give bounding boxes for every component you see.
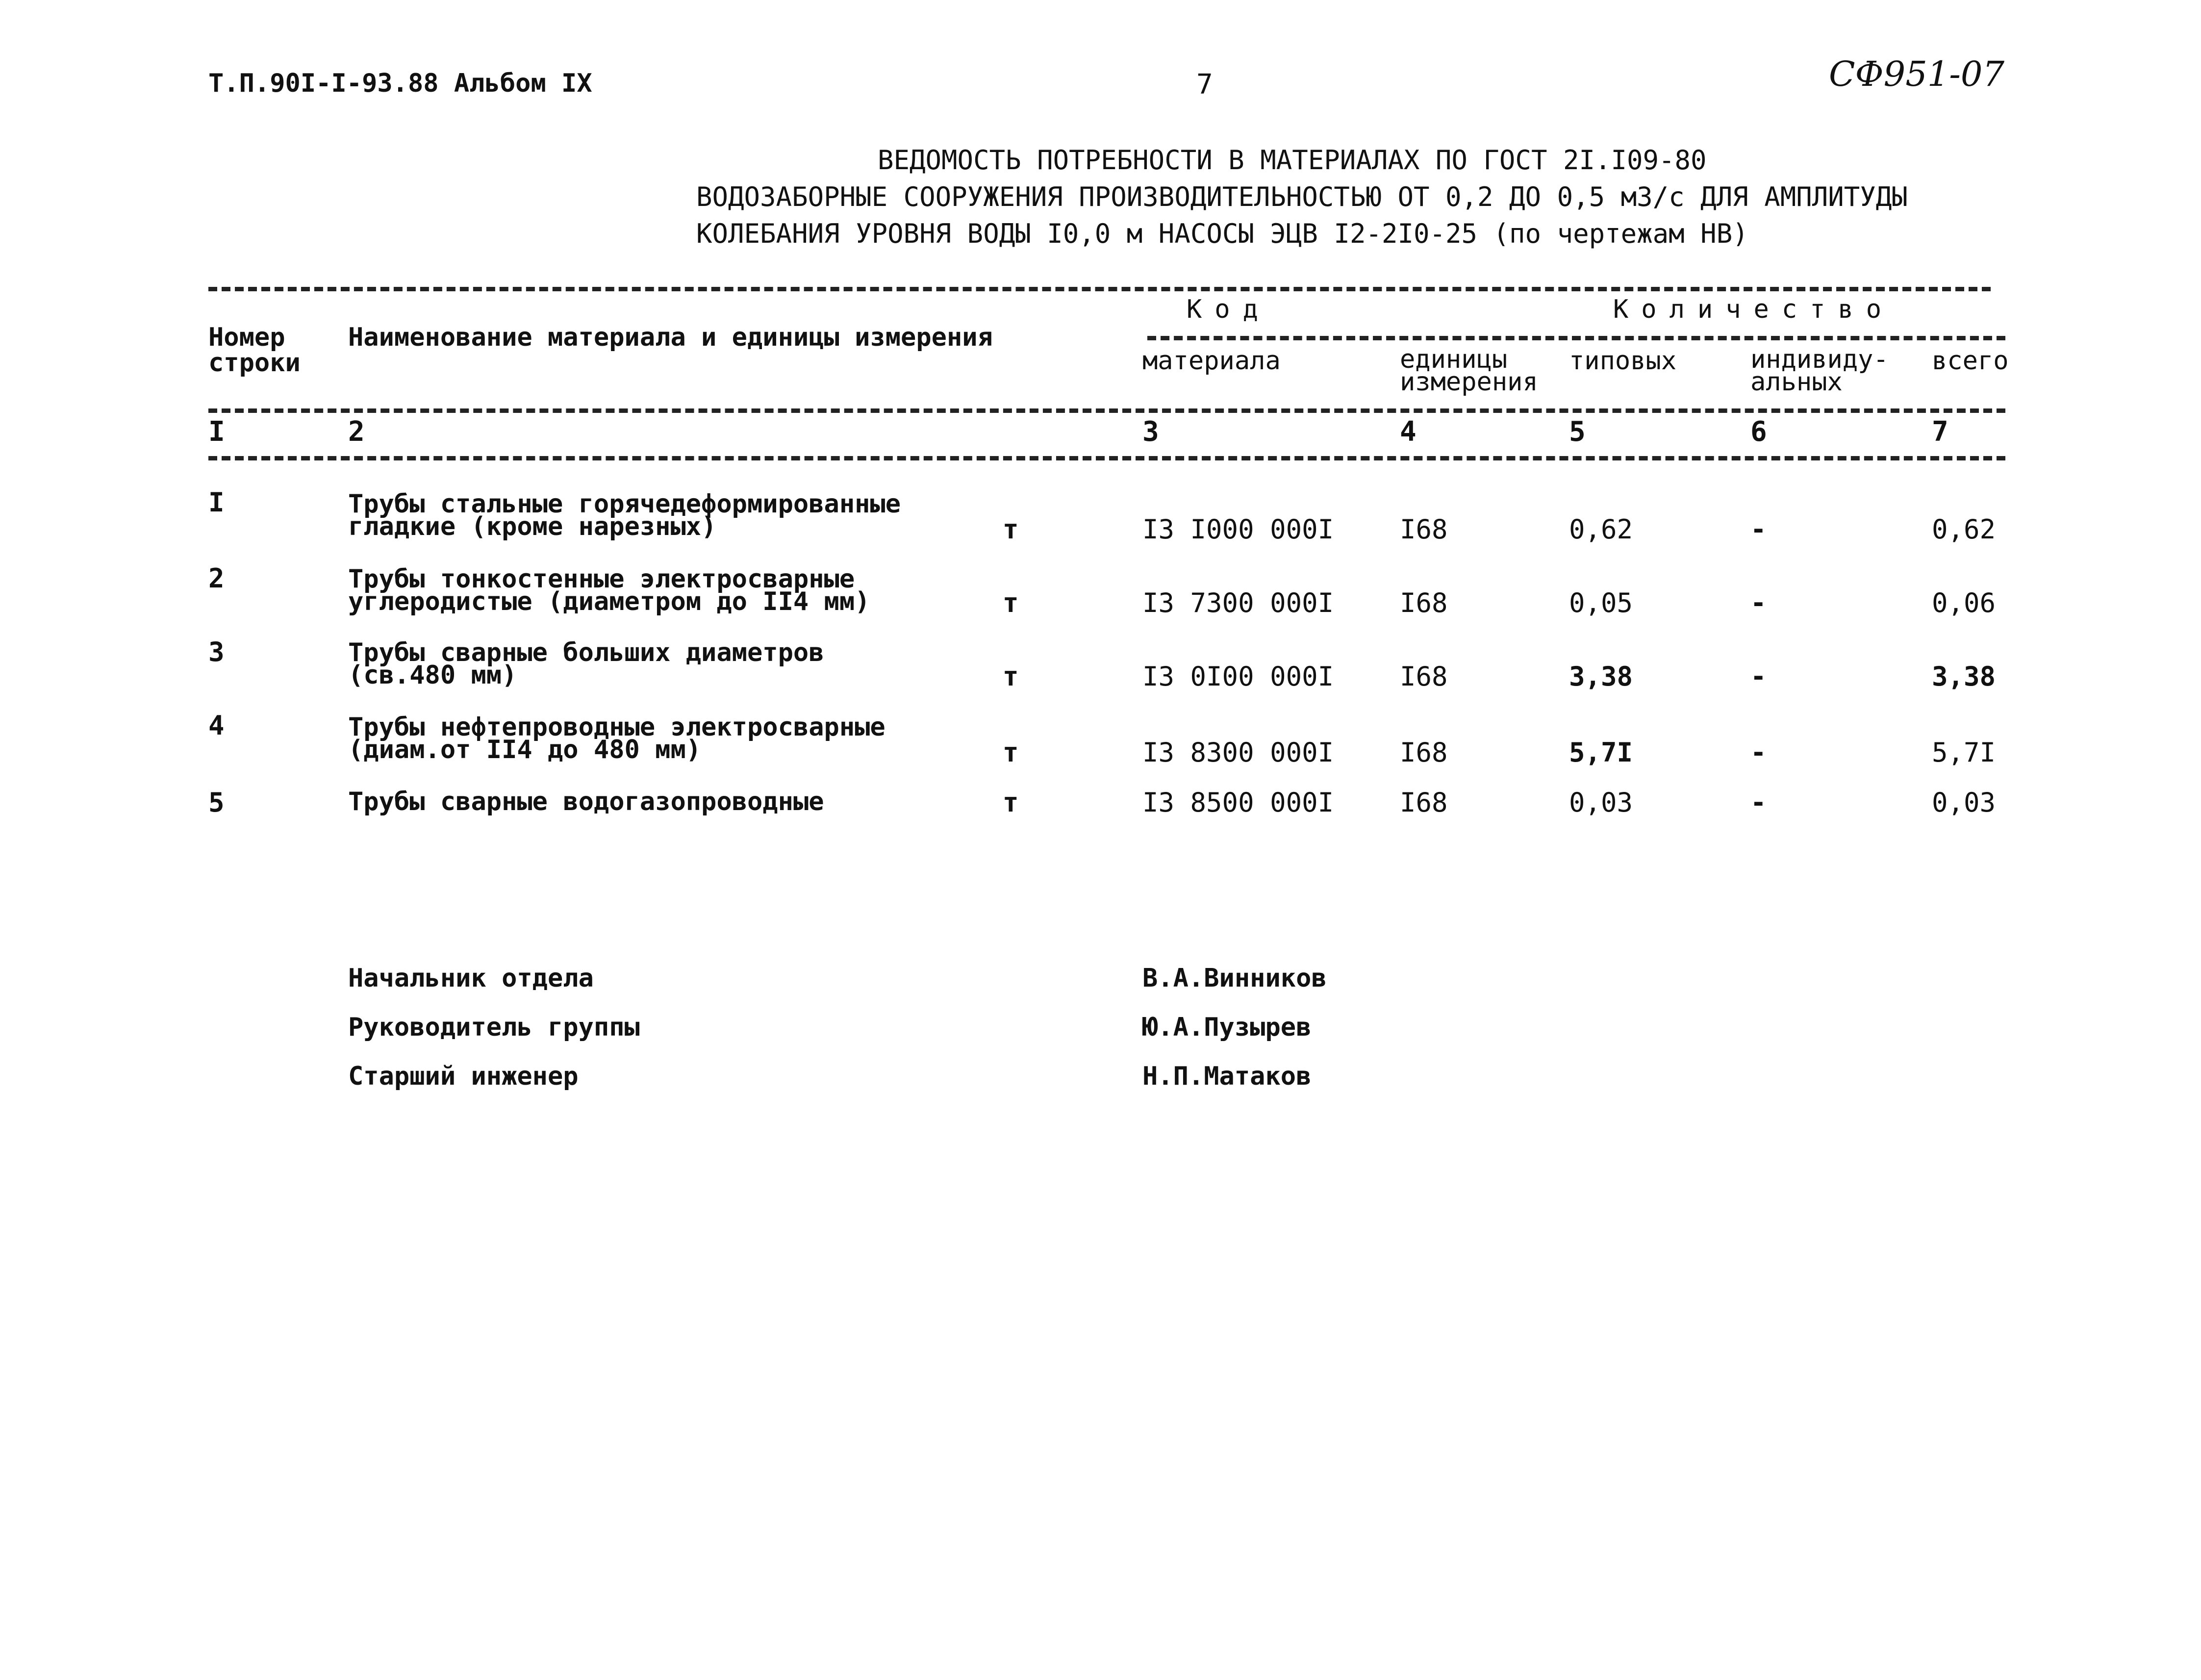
signature-role-department-head: Начальник отдела <box>348 964 594 993</box>
group-header-rule <box>1147 336 2005 340</box>
document-title-line-3: КОЛЕБАНИЯ УРОВНЯ ВОДЫ І0,0 м НАСОСЫ ЭЦВ І2-2І0-25 (по чертежам НВ) <box>696 218 1748 249</box>
column-number-5: 5 <box>1569 416 1586 448</box>
table-row-5-individual: - <box>1750 787 1767 818</box>
table-row-4-total: 5,7І <box>1932 737 1996 768</box>
signature-name-senior-engineer: Н.П.Матаков <box>1142 1062 1312 1091</box>
table-row-3-typical: 3,38 <box>1569 661 1633 692</box>
column-number-1: І <box>208 416 225 448</box>
document-title-line-2: ВОДОЗАБОРНЫЕ СООРУЖЕНИЯ ПРОИЗВОДИТЕЛЬНОСТЬЮ ОТ 0,2 ДО 0,5 м3/с ДЛЯ АМПЛИТУДЫ <box>696 181 1908 212</box>
column-number-7: 7 <box>1932 416 1948 448</box>
table-row-5-unit-code: І68 <box>1400 787 1448 818</box>
table-row-4-code: І3 8300 000І <box>1142 737 1334 768</box>
signature-role-group-lead: Руководитель группы <box>348 1013 640 1042</box>
table-row-2-unit-symbol: т <box>1003 587 1019 618</box>
table-row-1-number: І <box>208 487 225 518</box>
table-row-1-code: І3 І000 000І <box>1142 514 1334 545</box>
document-reference: Т.П.90І-І-93.88 Альбом IX <box>208 69 592 98</box>
table-row-3-unit-symbol: т <box>1003 661 1019 692</box>
table-row-2-code: І3 7300 000І <box>1142 587 1334 618</box>
header-quantity-group: Количество <box>1613 295 1895 324</box>
table-row-1-total: 0,62 <box>1932 514 1996 545</box>
table-row-1-typical: 0,62 <box>1569 514 1633 545</box>
header-code-group: Код <box>1187 295 1271 324</box>
table-row-5-code: І3 8500 000І <box>1142 787 1334 818</box>
handwritten-stamp: СФ951-07 <box>1829 54 2004 94</box>
table-row-4-typical: 5,7І <box>1569 737 1633 768</box>
signature-role-senior-engineer: Старший инженер <box>348 1062 579 1091</box>
table-row-3-name: Трубы сварные больших диаметров (св.480 мм) <box>348 638 824 690</box>
header-typical: типовых <box>1569 346 1677 376</box>
table-row-2-name: Трубы тонкостенные электросварные углеродистые (диаметром до ІІ4 мм) <box>348 564 870 616</box>
table-row-3-number: 3 <box>208 636 225 667</box>
table-row-4-unit-code: І68 <box>1400 737 1448 768</box>
table-row-5-typical: 0,03 <box>1569 787 1633 818</box>
header-unit-code: единицы измерения <box>1400 345 1538 397</box>
column-number-6: 6 <box>1750 416 1767 448</box>
table-row-2-typical: 0,05 <box>1569 587 1633 618</box>
document-title-line-1: ВЕДОМОСТЬ ПОТРЕБНОСТИ В МАТЕРИАЛАХ ПО ГОСТ 2І.І09-80 <box>878 145 1707 176</box>
table-row-4-unit-symbol: т <box>1003 737 1019 768</box>
table-row-2-individual: - <box>1750 587 1767 618</box>
table-row-2-number: 2 <box>208 563 225 594</box>
header-total: всего <box>1932 346 2009 376</box>
table-row-1-unit-code: І68 <box>1400 514 1448 545</box>
table-row-4-number: 4 <box>208 710 225 741</box>
signature-name-department-head: В.А.Винников <box>1142 964 1327 993</box>
table-row-1-name: Трубы стальные горячедеформированные гладкие (кроме нарезных) <box>348 489 901 541</box>
table-row-3-total: 3,38 <box>1932 661 1996 692</box>
table-row-5-total: 0,03 <box>1932 787 1996 818</box>
header-bottom-rule <box>208 408 2005 413</box>
header-row-number: Номер строки <box>208 323 301 378</box>
table-row-4-name: Трубы нефтепроводные электросварные (диам.от ІІ4 до 480 мм) <box>348 713 885 764</box>
header-material-name: Наименование материала и единицы измерения <box>348 323 993 352</box>
table-row-1-unit-symbol: т <box>1003 514 1019 545</box>
header-material-code: материала <box>1142 346 1281 376</box>
column-numbers-rule <box>208 456 2005 460</box>
table-row-3-unit-code: І68 <box>1400 661 1448 692</box>
table-row-4-individual: - <box>1750 737 1767 768</box>
table-row-2-unit-code: І68 <box>1400 587 1448 618</box>
table-row-3-code: І3 0І00 000І <box>1142 661 1334 692</box>
column-number-2: 2 <box>348 416 365 448</box>
table-row-2-total: 0,06 <box>1932 587 1996 618</box>
page-number: 7 <box>1196 69 1213 101</box>
table-top-rule <box>208 287 1991 291</box>
signature-name-group-lead: Ю.А.Пузырев <box>1142 1013 1312 1042</box>
header-individual: индивиду- альных <box>1750 345 1889 397</box>
table-row-5-name: Трубы сварные водогазопроводные <box>348 787 824 816</box>
table-row-3-individual: - <box>1750 661 1767 692</box>
table-row-5-number: 5 <box>208 787 225 818</box>
table-row-1-individual: - <box>1750 514 1767 545</box>
column-number-4: 4 <box>1400 416 1417 448</box>
column-number-3: 3 <box>1142 416 1159 448</box>
table-row-5-unit-symbol: т <box>1003 787 1019 818</box>
